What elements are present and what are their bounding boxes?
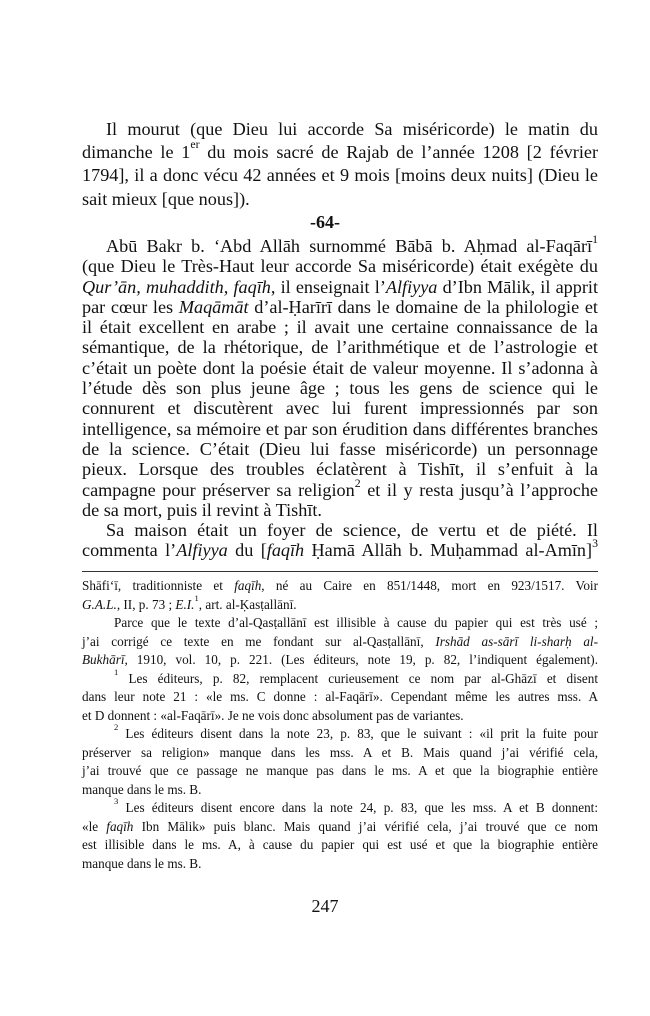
text-segment: d’al-Ḥarīrī dans le domaine de la philologie et <box>248 296 598 317</box>
footnote-marker: 1 <box>592 232 598 246</box>
text-line <box>82 500 598 520</box>
text-line <box>82 762 598 781</box>
text-segment: du [ <box>227 540 267 561</box>
text-line <box>82 137 598 164</box>
paragraph-2 <box>82 232 598 561</box>
text-line <box>82 337 598 357</box>
page-number: 247 <box>311 896 339 916</box>
footnote-marker: 2 <box>114 722 119 732</box>
text-segment: connurent et discutèrent avec lui furent impressionnés par son <box>82 398 598 419</box>
text-segment: et D donnent : «al-Faqārī». Je ne vois donc absolument pas de variantes. <box>82 707 464 723</box>
text-segment: Les éditeurs disent encore dans la note 24, p. 83, que les mss. A et B donnent: <box>118 800 598 815</box>
text-segment: sémantique, de la rhétorique, de l’arithmétique et de l’astrologie et <box>82 337 598 358</box>
text-segment: Les éditeurs, p. 82, remplacent curieusement ce nom par al-Ghāzī et disent <box>118 670 598 686</box>
text-segment: pieux. Lorsque des troubles éclatèrent à Tishīt, il s’enfuit à la <box>82 459 598 480</box>
text-line <box>82 459 598 479</box>
italic-text: Bukhārī, <box>82 652 128 667</box>
text-segment: de la science. C’était (Dieu lui fasse miséricorde) un personnage <box>82 438 598 459</box>
text-line <box>82 577 598 596</box>
italic-text: Irshād as-sārī li-sharḥ al- <box>435 633 598 649</box>
text-line <box>82 188 598 211</box>
text-segment: sait mieux [que nous]). <box>82 188 250 209</box>
text-segment: (que Dieu le Très-Haut leur accorde Sa miséricorde) était exégète du <box>82 256 598 277</box>
text-segment: Abū Bakr b. ‘Abd Allāh surnommé Bābā b. Aḥmad al-Faqārī <box>106 236 593 256</box>
text-line <box>82 744 598 763</box>
text-segment: campagne pour préserver sa religion <box>82 479 355 500</box>
section-heading: -64- <box>310 212 340 232</box>
footnote-marker: 3 <box>592 536 598 551</box>
text-line <box>82 688 598 707</box>
footnote-rule <box>82 571 598 572</box>
text-segment: Shāfi‘ī, traditionniste et <box>82 578 235 593</box>
italic-text: G.A.L. <box>82 596 117 612</box>
text-line <box>82 475 598 500</box>
text-line <box>82 256 598 276</box>
text-segment: du mois sacré de Rajab de l’année 1208 [2 février <box>199 142 598 163</box>
footnote-marker: 1 <box>194 592 199 603</box>
text-segment: j’ai trouvé que ce passage ne manque pas dans le ms. A et que la biographie entière <box>82 763 598 778</box>
text-line <box>82 796 598 818</box>
italic-text: faqīh <box>266 540 305 561</box>
text-segment: Sa maison était un foyer de science, de vertu et de piété. Il <box>106 520 598 541</box>
text-segment: il était excellent en arabe ; il avait une certaine connaissance de la <box>82 317 598 338</box>
italic-text: Qur’ān, muhaddith, faqīh <box>82 276 271 297</box>
text-segment: , art. al-Ḳasṭallānī. <box>198 596 297 612</box>
text-segment: Les éditeurs disent dans la note 23, p. 83, que le suivant : «il prit la fuite pour <box>118 726 598 741</box>
text-line <box>82 781 598 800</box>
text-segment: manque dans le ms. B. <box>82 781 202 797</box>
text-segment: l’étude dès son plus jeune âge ; tous les gens de science qui le <box>82 378 598 399</box>
text-line <box>82 855 598 874</box>
text-line <box>82 317 598 337</box>
text-line <box>82 520 598 540</box>
text-line <box>82 633 598 652</box>
text-segment: commenta l’ <box>82 540 177 561</box>
text-line <box>82 277 598 297</box>
footnote-marker: 1 <box>114 666 119 677</box>
italic-text: E.I. <box>175 596 195 612</box>
footnote-marker: 2 <box>354 475 361 490</box>
text-line <box>82 118 598 141</box>
text-line <box>82 232 598 256</box>
text-line <box>82 592 598 615</box>
text-segment: Il mourut (que Dieu lui accorde Sa miséricorde) le matin du <box>106 119 598 139</box>
italic-text: faqīh <box>234 578 262 593</box>
text-line <box>82 651 598 670</box>
italic-text: faqīh <box>106 818 134 834</box>
text-segment: dimanche le 1 <box>82 142 191 163</box>
footnotes <box>82 577 598 873</box>
italic-text: Alfiyya <box>176 540 228 561</box>
text-segment: et il y resta jusqu’à l’approche <box>360 479 598 500</box>
text-segment: , né au Caire en 851/1448, mort en 923/1517. Voir <box>261 578 598 593</box>
text-segment: , il enseignait l’ <box>270 276 386 297</box>
text-line <box>82 378 598 398</box>
text-segment: 1794], il a donc vécu 42 années et 9 mois [moins deux nuits] (Dieu le <box>82 165 598 186</box>
text-segment: d’Ibn Mālik, il apprit <box>437 276 598 297</box>
text-line <box>82 297 598 317</box>
text-segment: dans leur note 21 : «le ms. C donne : al-Faqārī». Cependant même les autres mss. A <box>82 689 598 704</box>
text-segment: Ibn Mālik» puis blanc. Mais quand j’ai vérifié cela, j’ai trouvé que ce nom <box>133 818 598 834</box>
text-segment: Ḥamā Allāh b. Muḥammad al-Amīn] <box>304 540 593 561</box>
paragraph-1 <box>82 118 598 211</box>
footnote-marker: 3 <box>114 796 119 806</box>
text-line <box>82 707 598 726</box>
text-segment: 1910, vol. 10, p. 221. (Les éditeurs, note 19, p. 82, l’indiquent également). <box>127 652 598 667</box>
text-line <box>82 722 598 744</box>
text-segment: manque dans le ms. B. <box>82 855 202 871</box>
text-segment: , II, p. 73 ; <box>116 596 176 612</box>
text-segment: c’était un poète dont la poésie était de valeur moyenne. Il s’adonna à <box>82 357 598 378</box>
text-segment: j’ai corrigé ce texte en me fondant sur al-Qasṭallānī, <box>82 633 436 649</box>
text-line <box>82 358 598 378</box>
text-line <box>82 398 598 418</box>
text-line <box>82 419 598 439</box>
text-line <box>82 164 598 187</box>
text-line <box>82 439 598 459</box>
text-line <box>82 666 598 689</box>
text-segment: de sa mort, puis il revint à Tishīt. <box>82 499 322 520</box>
text-line <box>82 536 598 561</box>
text-line <box>82 614 598 633</box>
italic-text: Alfiyya <box>385 276 438 297</box>
text-segment: par cœur les <box>82 296 179 317</box>
text-segment: intelligence, sa mémoire et par son érudition dans différentes branches <box>82 418 598 439</box>
text-line <box>82 818 598 837</box>
text-segment: «le <box>82 818 107 834</box>
italic-text: Maqāmāt <box>178 296 249 317</box>
footnote-marker: er <box>190 137 200 152</box>
text-segment: préserver sa religion» manque dans les mss. A et B. Mais quand j’ai vérifié cela, <box>82 744 598 760</box>
text-segment: est illisible dans le ms. A, à cause du papier qui est usé et que la biographie entière <box>82 837 598 852</box>
text-line <box>82 836 598 855</box>
text-segment: Parce que le texte d’al-Qasṭallānī est illisible à cause du papier qui est très usé ; <box>114 615 598 630</box>
